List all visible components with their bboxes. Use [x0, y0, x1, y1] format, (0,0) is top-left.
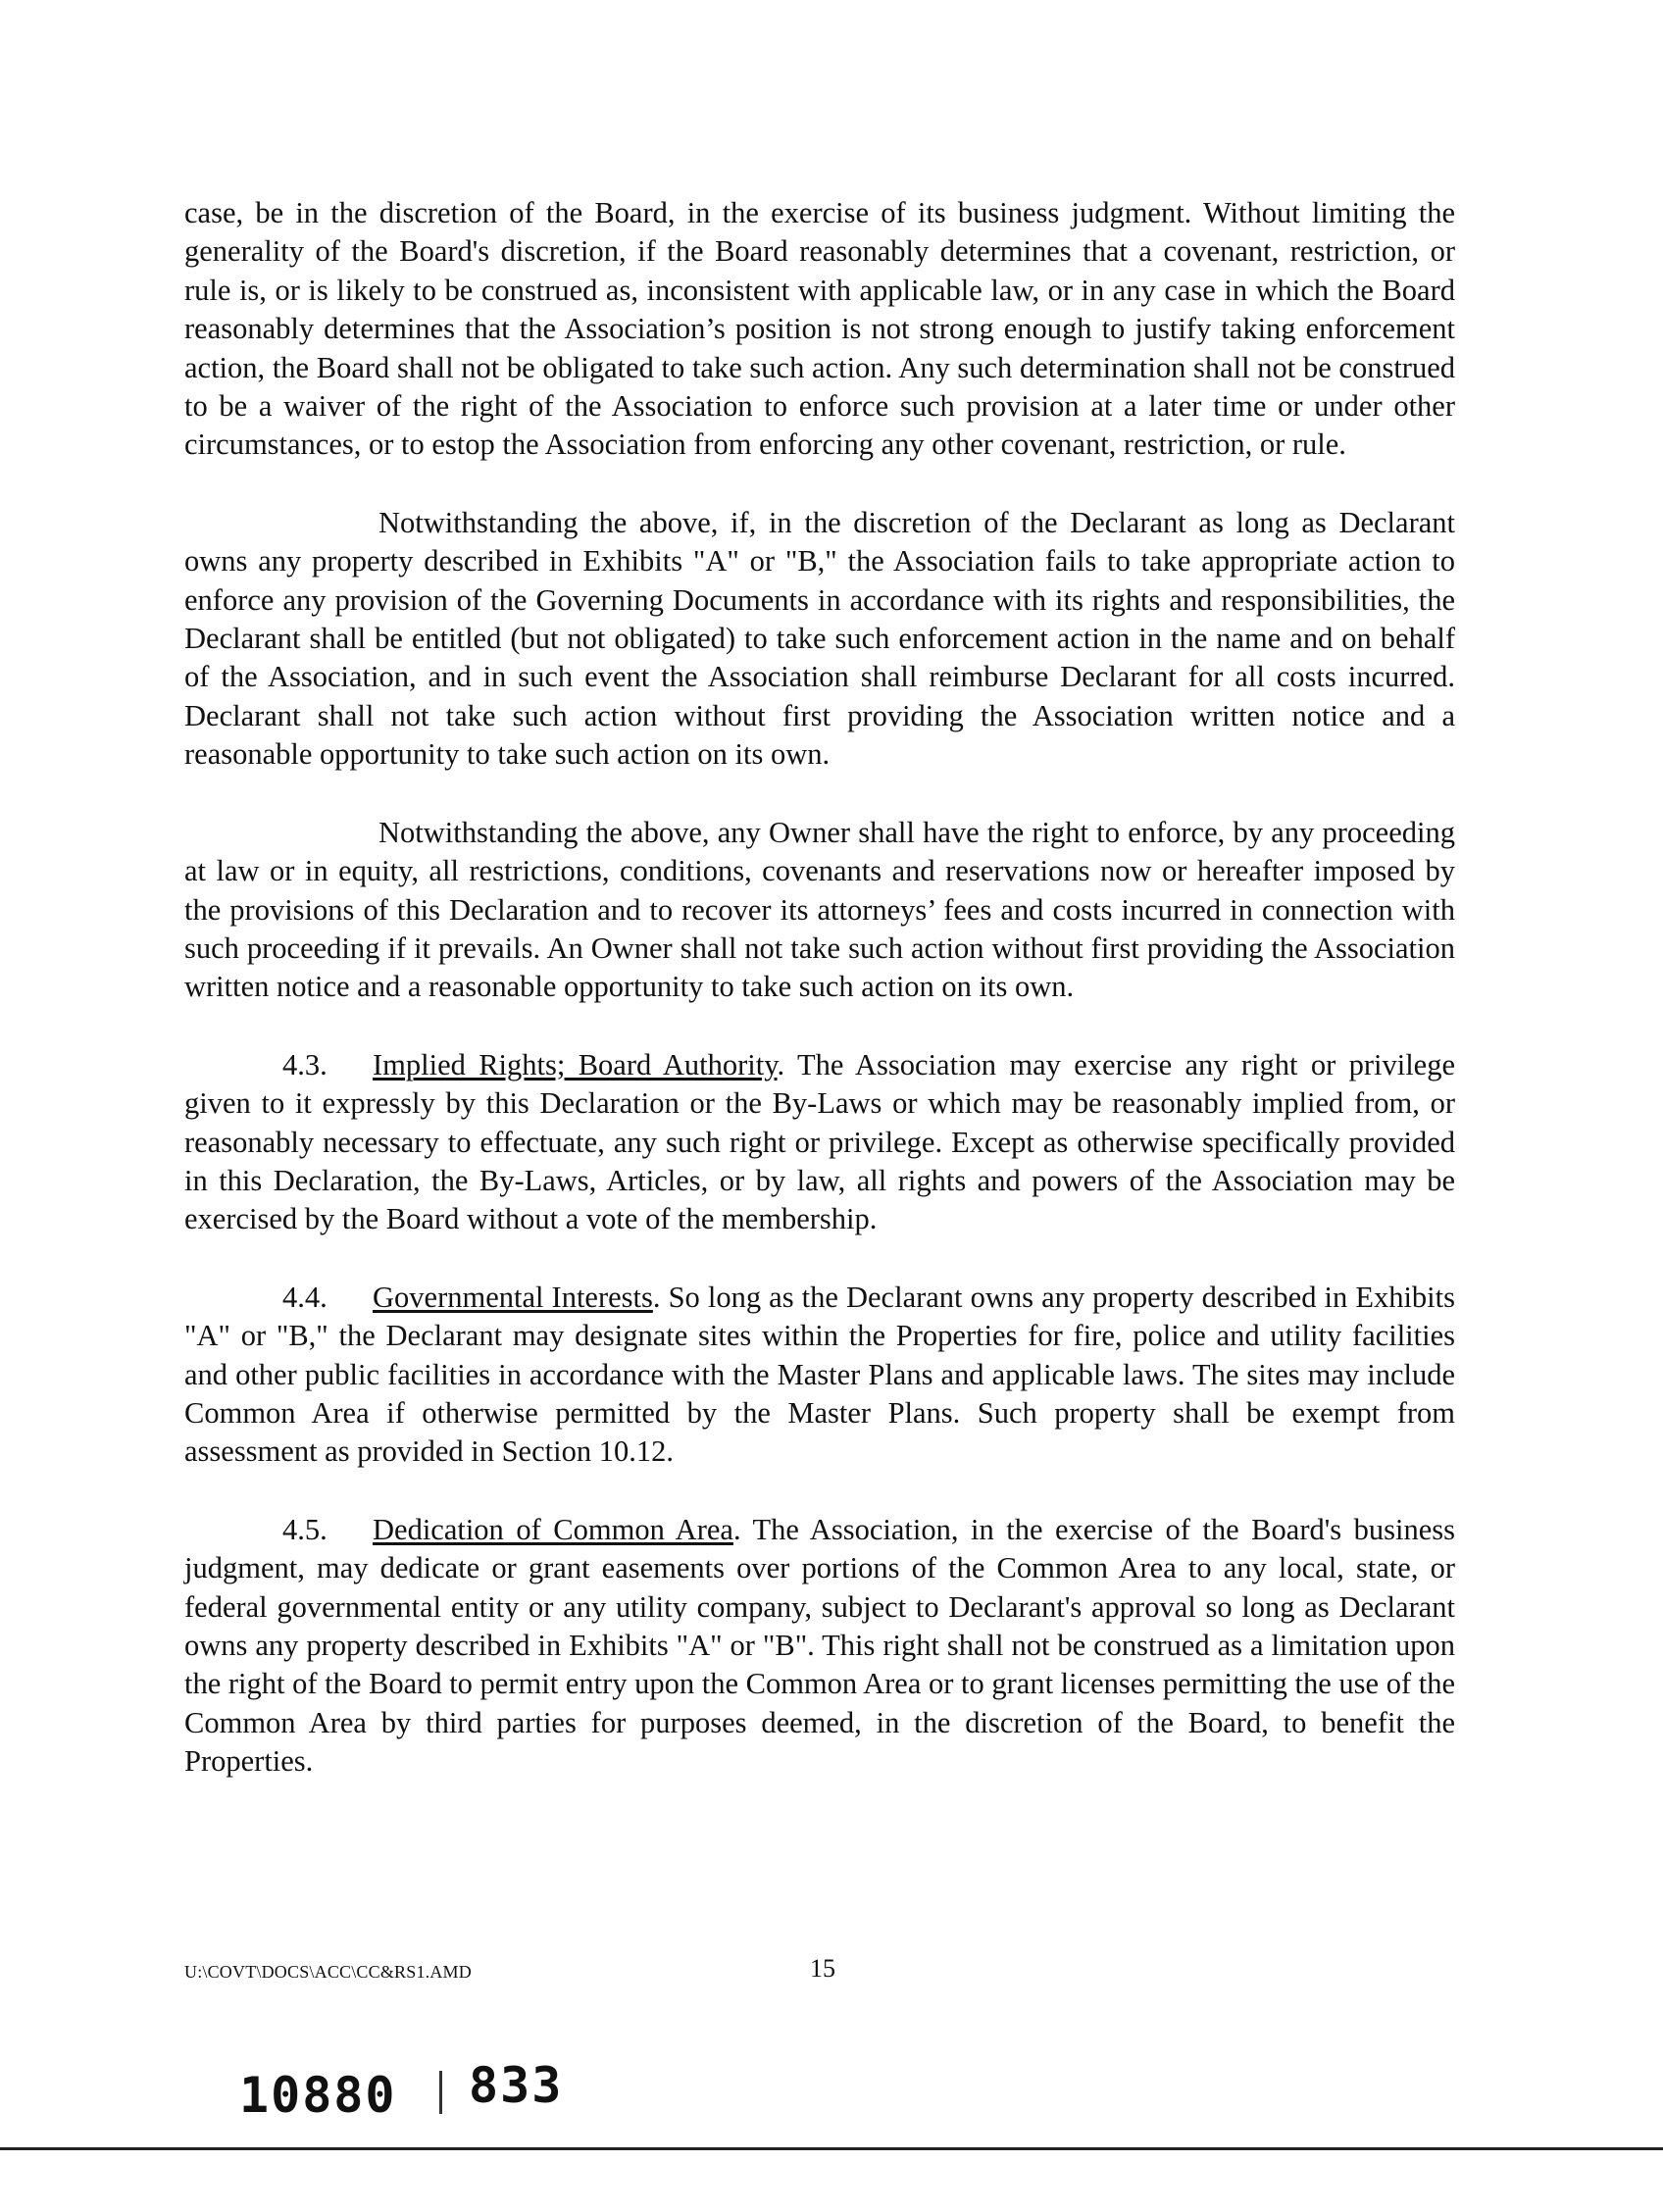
- section-text: . So long as the Declarant owns any property described in Exhibits "A" or "B," the Declarant may designate sites within the Properties for fire, police and utility facilities and other public facilities in accordance with the Master Plans and applicable laws. The sites may include Common Area if otherwise permitted by the Master Plans. Such property shall be exempt from assessment as provided in Section 10.12.: [184, 1280, 1455, 1469]
- document-body: [184, 194, 1455, 1821]
- section-title: Governmental Interests: [373, 1280, 653, 1314]
- bottom-scan-edge-line: [0, 2147, 1663, 2150]
- recording-separator-mark: [439, 2071, 442, 2114]
- footer-file-path: U:\COVT\DOCS\ACC\CC&RS1.AMD: [184, 1962, 472, 1982]
- section-text: . The Association, in the exercise of the Board's business judgment, may dedicate or grant easements over portions of the Common Area to any local, state, or federal governmental entity or any utility company, subject to Declarant's approval so long as Declarant owns any property described in Exhibits "A" or "B". This right shall not be construed as a limitation upon the right of the Board to permit entry upon the Common Area or to grant licenses permitting the use of the Common Area by third parties for purposes deemed, in the discretion of the Board, to benefit the Properties.: [184, 1512, 1455, 1779]
- section-4-4: [184, 1279, 1455, 1472]
- section-title: Dedication of Common Area: [373, 1512, 733, 1546]
- section-title: Implied Rights; Board Authority: [373, 1047, 778, 1081]
- section-number: 4.5.: [282, 1512, 328, 1546]
- paragraph-board-discretion: case, be in the discretion of the Board, in the exercise of its business judgment. Without limiting the generality of the Board's discretion, if the Board reasonably determines that a covenant, restriction, or rule is, or is likely to be construed as, inconsistent with applicable law, or in any case in which the Board reasonably determines that the Association’s position is not strong enough to justify taking enforcement action, the Board shall not be obligated to take such action. Any such determination shall not be construed to be a waiver of the right of the Association to enforce such provision at a later time or under other circumstances, or to estop the Association from enforcing any other covenant, restriction, or rule.: [184, 196, 1455, 462]
- paragraph-owner-enforcement: Notwithstanding the above, any Owner shall have the right to enforce, by any proceeding at law or in equity, all restrictions, conditions, covenants and reservations now or hereafter imposed by the provisions of this Declaration and to recover its attorneys’ fees and costs incurred in connection with such proceeding if it prevails. An Owner shall not take such action without first providing the Association written notice and a reasonable opportunity to take such action on its own.: [184, 815, 1455, 1004]
- section-number: 4.4.: [282, 1280, 328, 1314]
- section-number: 4.3.: [282, 1047, 328, 1081]
- section-4-5: [184, 1511, 1455, 1782]
- recording-page-number: 833: [469, 2057, 564, 2114]
- recording-book-number: 10880: [239, 2067, 397, 2124]
- section-4-3: [184, 1046, 1455, 1239]
- paragraph-declarant-enforcement: Notwithstanding the above, if, in the discretion of the Declarant as long as Declarant owns any property described in Exhibits "A" or "B," the Association fails to take appropriate action to enforce any provision of the Governing Documents in accordance with its rights and responsibilities, the Declarant shall be entitled (but not obligated) to take such enforcement action in the name and on behalf of the Association, and in such event the Association shall reimburse Declarant for all costs incurred. Declarant shall not take such action without first providing the Association written notice and a reasonable opportunity to take such action on its own.: [184, 505, 1455, 772]
- page-number: 15: [810, 1954, 835, 1983]
- section-text: . The Association may exercise any right or privilege given to it expressly by this Declaration or the By-Laws or which may be reasonably implied from, or reasonably necessary to effectuate, any such right or privilege. Except as otherwise specifically provided in this Declaration, the By-Laws, Articles, or by law, all rights and powers of the Association may be exercised by the Board without a vote of the membership.: [184, 1047, 1455, 1236]
